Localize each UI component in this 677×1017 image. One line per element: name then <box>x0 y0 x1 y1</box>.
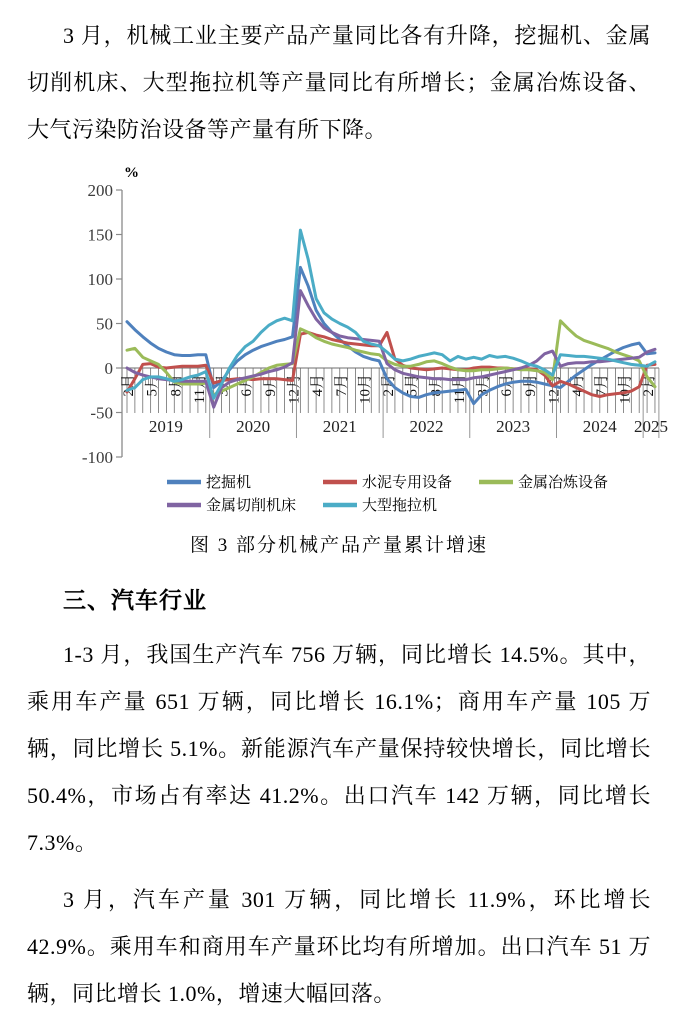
x-tick-label: 12月 <box>286 374 303 405</box>
x-tick-label: 10月 <box>617 374 634 405</box>
legend-item-金属切削机床 <box>167 497 296 514</box>
x-axis <box>120 368 668 438</box>
x-tick-label: 7月 <box>333 374 350 397</box>
y-tick-label: 0 <box>104 359 113 378</box>
x-tick-label: 9月 <box>522 374 539 397</box>
x-tick-label: 4月 <box>310 374 327 397</box>
paragraph-auto-q1: 1-3 月，我国生产汽车 756 万辆，同比增长 14.5%。其中，乘用车产量 651 万辆，同比增长 16.1%；商用车产量 105 万辆，同比增长 5.1%。新能源汽车产量保持较快增长，同比增长 50.4%，市场占有率达 41.2%。出口汽车 142 万辆，同比增长 7.3%。 <box>27 642 651 855</box>
figure-3-chart-svg <box>27 161 677 533</box>
y-tick-label: 150 <box>87 225 113 245</box>
y-tick-label: -50 <box>90 403 113 423</box>
paragraph-machinery-summary: 3 月，机械工业主要产品产量同比各有升降，挖掘机、金属切削机床、大型拖拉机等产量同比有所增长；金属冶炼设备、大气污染防治设备等产量有所下降。 <box>27 23 651 142</box>
legend-label: 金属冶炼设备 <box>518 475 609 491</box>
year-label: 2024 <box>582 417 617 436</box>
section-heading-auto-industry: 三、汽车行业 <box>63 587 207 613</box>
y-tick-label: 50 <box>96 314 113 334</box>
x-tick-label: 8月 <box>428 374 445 397</box>
y-tick-label: 200 <box>87 181 113 200</box>
legend-item-大型拖拉机 <box>323 496 437 514</box>
paragraph-auto-march: 3 月，汽车产量 301 万辆，同比增长 11.9%，环比增长 42.9%。乘用车和商用车产量环比均有所增加。出口汽车 51 万辆，同比增长 1.0%，增速大幅回落。 <box>27 887 651 1006</box>
machinery-output-line-chart <box>27 161 669 533</box>
year-label: 2019 <box>148 417 183 436</box>
x-tick-label: 10月 <box>357 374 374 405</box>
year-label: 2021 <box>322 417 357 436</box>
y-tick-label: 100 <box>87 270 113 289</box>
x-tick-label: 5月 <box>144 374 161 397</box>
x-tick-label: 11月 <box>191 374 208 404</box>
year-label: 2023 <box>496 417 531 436</box>
x-tick-label: 5月 <box>404 374 421 397</box>
x-tick-label: 12月 <box>546 374 563 405</box>
year-label: 2025 <box>634 417 669 436</box>
x-tick-label: 4月 <box>570 374 587 397</box>
x-tick-label: 8月 <box>168 374 185 397</box>
x-tick-label: 2月 <box>381 374 398 397</box>
x-tick-label: 2月 <box>641 374 658 397</box>
x-tick-label: 3月 <box>215 374 232 397</box>
legend-item-水泥专用设备 <box>323 474 452 491</box>
chart-legend <box>167 473 608 514</box>
legend-label: 水泥专用设备 <box>362 475 453 491</box>
x-tick-label: 7月 <box>593 374 610 397</box>
y-tick-label: -100 <box>81 448 113 467</box>
y-axis-unit-label: % <box>124 165 139 181</box>
x-tick-label: 2月 <box>121 374 137 397</box>
x-tick-label: 11月 <box>451 374 468 404</box>
x-tick-label: 3月 <box>475 374 492 397</box>
x-tick-label: 6月 <box>499 374 516 397</box>
figure-3 <box>27 161 669 559</box>
legend-label: 挖掘机 <box>206 475 252 491</box>
legend-label: 大型拖拉机 <box>362 498 438 514</box>
legend-label: 金属切削机床 <box>206 498 297 514</box>
legend-item-挖掘机 <box>167 473 251 491</box>
x-tick-label: 6月 <box>239 374 256 397</box>
year-label: 2020 <box>236 417 271 436</box>
figure-caption: 图 3 部分机械产品产量累计增速 <box>189 535 488 556</box>
x-tick-label: 9月 <box>262 374 279 397</box>
year-label: 2022 <box>409 417 444 436</box>
y-axis <box>82 165 139 467</box>
legend-item-金属冶炼设备 <box>479 474 608 491</box>
